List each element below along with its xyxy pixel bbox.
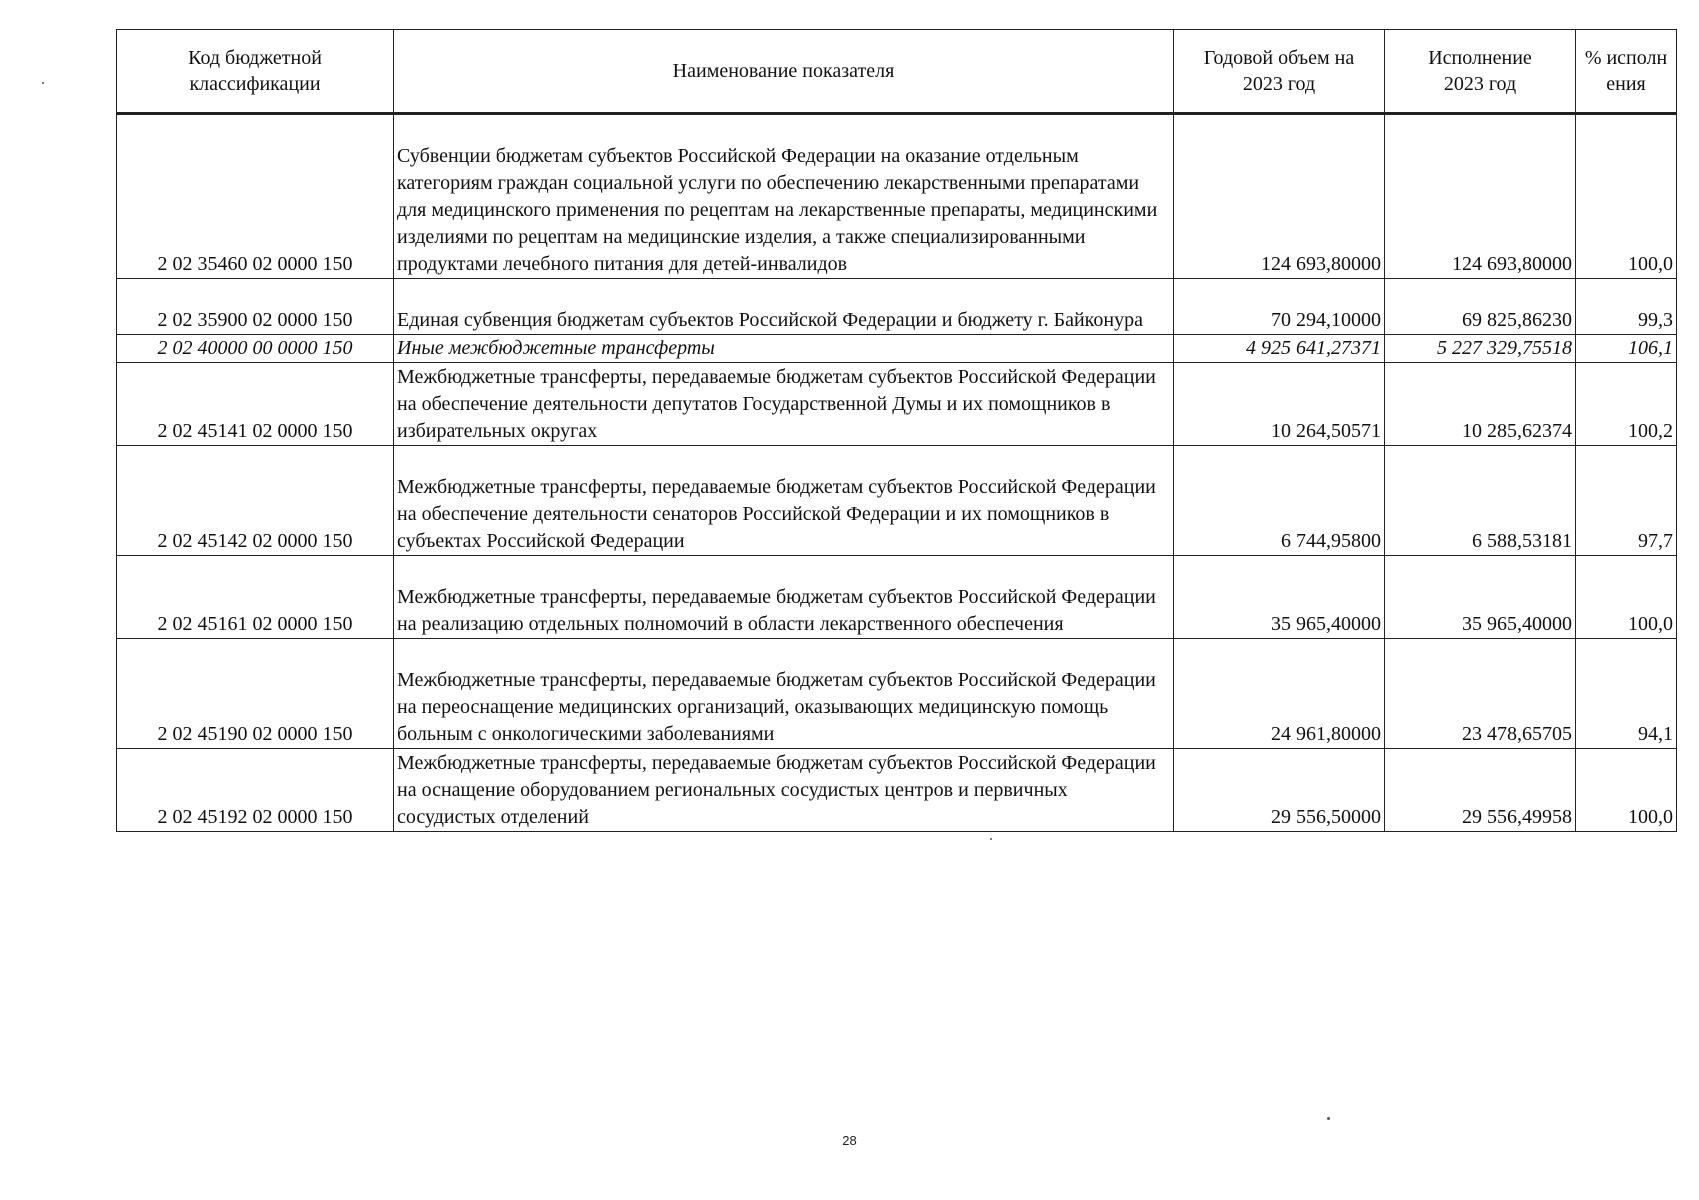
table-row bbox=[117, 363, 1677, 446]
percent-cell: 100,2 bbox=[1576, 363, 1677, 446]
header-row bbox=[117, 30, 1677, 114]
percent-cell: 97,7 bbox=[1576, 446, 1677, 556]
plan-cell: 70 294,10000 bbox=[1174, 279, 1385, 335]
name-cell: Субвенции бюджетам субъектов Российской Федерации на оказание отдельным категориям граждан социальной услуги по обеспечению лекарственными препаратами для медицинского применения по рецептам на лекарственные препараты, медицинскими изделиями по рецептам на медицинские изделия, а также специализированными продуктами лечебного питания для детей-инвалидов bbox=[394, 114, 1174, 279]
percent-cell: 100,0 bbox=[1576, 114, 1677, 279]
name-cell: Единая субвенция бюджетам субъектов Российской Федерации и бюджету г. Байконура bbox=[394, 279, 1174, 335]
execution-cell: 10 285,62374 bbox=[1385, 363, 1576, 446]
execution-cell: 6 588,53181 bbox=[1385, 446, 1576, 556]
execution-cell: 124 693,80000 bbox=[1385, 114, 1576, 279]
scan-speck bbox=[990, 838, 992, 840]
table-row bbox=[117, 114, 1677, 279]
name-cell: Иные межбюджетные трансферты bbox=[394, 335, 1174, 363]
table-body bbox=[117, 114, 1677, 832]
name-cell: Межбюджетные трансферты, передаваемые бюджетам субъектов Российской Федерации на реализацию отдельных полномочий в области лекарственного обеспечения bbox=[394, 556, 1174, 639]
code-cell: 2 02 45192 02 0000 150 bbox=[117, 749, 394, 832]
code-cell: 2 02 35900 02 0000 150 bbox=[117, 279, 394, 335]
plan-cell: 24 961,80000 bbox=[1174, 639, 1385, 749]
plan-cell: 10 264,50571 bbox=[1174, 363, 1385, 446]
header-code: Код бюджетной классификации bbox=[117, 30, 394, 114]
table-row bbox=[117, 556, 1677, 639]
plan-cell: 4 925 641,27371 bbox=[1174, 335, 1385, 363]
plan-cell: 29 556,50000 bbox=[1174, 749, 1385, 832]
percent-cell: 94,1 bbox=[1576, 639, 1677, 749]
header-plan: Годовой объем на 2023 год bbox=[1174, 30, 1385, 114]
header-percent: % исполнения bbox=[1576, 30, 1677, 114]
name-cell: Межбюджетные трансферты, передаваемые бюджетам субъектов Российской Федерации на оснащение оборудованием региональных сосудистых центров и первичных сосудистых отделений bbox=[394, 749, 1174, 832]
plan-cell: 124 693,80000 bbox=[1174, 114, 1385, 279]
execution-cell: 5 227 329,75518 bbox=[1385, 335, 1576, 363]
execution-cell: 69 825,86230 bbox=[1385, 279, 1576, 335]
code-cell: 2 02 40000 00 0000 150 bbox=[117, 335, 394, 363]
header-execution: Исполнение 2023 год bbox=[1385, 30, 1576, 114]
execution-cell: 29 556,49958 bbox=[1385, 749, 1576, 832]
code-cell: 2 02 35460 02 0000 150 bbox=[117, 114, 394, 279]
name-cell: Межбюджетные трансферты, передаваемые бюджетам субъектов Российской Федерации на обеспечение деятельности депутатов Государственной Думы и их помощников в избирательных округах bbox=[394, 363, 1174, 446]
execution-cell: 35 965,40000 bbox=[1385, 556, 1576, 639]
table-row bbox=[117, 279, 1677, 335]
code-cell: 2 02 45190 02 0000 150 bbox=[117, 639, 394, 749]
page-number: 28 bbox=[842, 1133, 857, 1148]
header-name: Наименование показателя bbox=[394, 30, 1174, 114]
percent-cell: 106,1 bbox=[1576, 335, 1677, 363]
plan-cell: 35 965,40000 bbox=[1174, 556, 1385, 639]
table-row bbox=[117, 446, 1677, 556]
budget-execution-table bbox=[116, 29, 1677, 832]
code-cell: 2 02 45141 02 0000 150 bbox=[117, 363, 394, 446]
code-cell: 2 02 45161 02 0000 150 bbox=[117, 556, 394, 639]
percent-cell: 100,0 bbox=[1576, 556, 1677, 639]
plan-cell: 6 744,95800 bbox=[1174, 446, 1385, 556]
percent-cell: 100,0 bbox=[1576, 749, 1677, 832]
name-cell: Межбюджетные трансферты, передаваемые бюджетам субъектов Российской Федерации на обеспечение деятельности сенаторов Российской Федерации и их помощников в субъектах Российской Федерации bbox=[394, 446, 1174, 556]
table-row bbox=[117, 749, 1677, 832]
scan-speck bbox=[42, 82, 44, 84]
code-cell: 2 02 45142 02 0000 150 bbox=[117, 446, 394, 556]
percent-cell: 99,3 bbox=[1576, 279, 1677, 335]
scan-speck bbox=[1327, 1117, 1330, 1120]
table-header bbox=[117, 30, 1677, 114]
name-cell: Межбюджетные трансферты, передаваемые бюджетам субъектов Российской Федерации на переоснащение медицинских организаций, оказывающих медицинскую помощь больным с онкологическими заболеваниями bbox=[394, 639, 1174, 749]
execution-cell: 23 478,65705 bbox=[1385, 639, 1576, 749]
table-row bbox=[117, 335, 1677, 363]
table-row bbox=[117, 639, 1677, 749]
